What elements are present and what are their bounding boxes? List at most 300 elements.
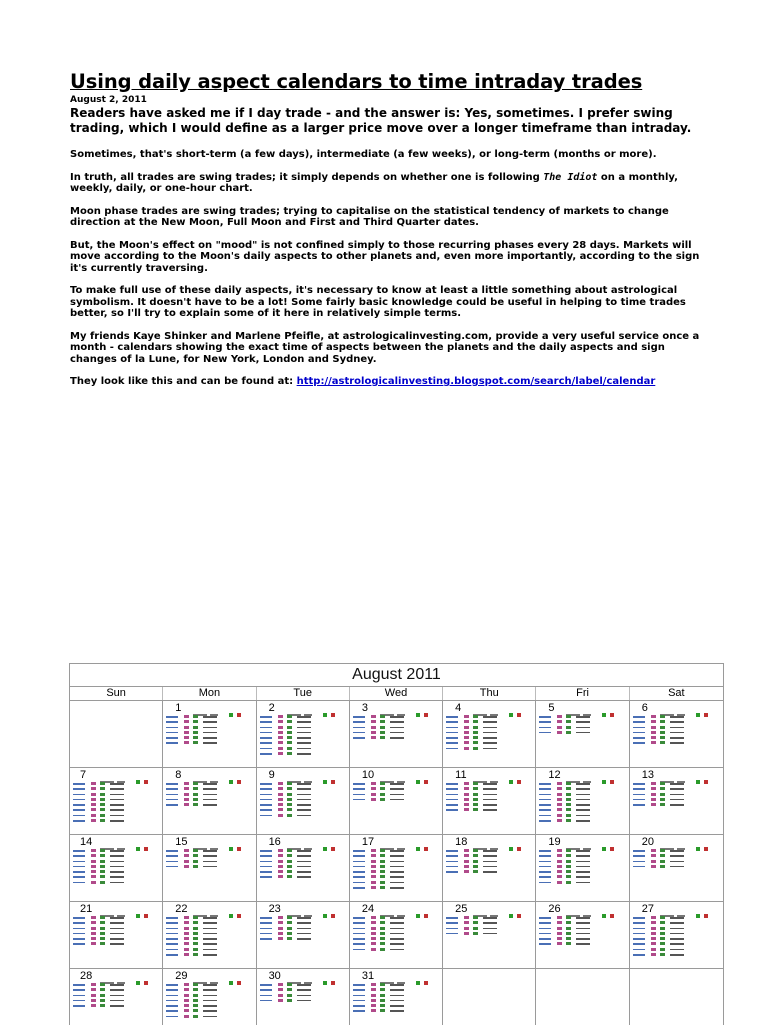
aspect-lines xyxy=(353,715,439,741)
aspect-lines xyxy=(633,916,720,958)
moon-phase-note xyxy=(633,828,720,832)
aspect-line xyxy=(166,983,252,987)
aspect-line xyxy=(166,865,252,869)
day-number: 20 xyxy=(641,836,654,848)
aspect-lines xyxy=(353,916,439,953)
lead-paragraph: Readers have asked me if I day trade - and the answer is: Yes, sometimes. I prefer swing trading, which I would define as a larger price move over a longer timeframe than intraday. xyxy=(70,106,692,135)
aspect-lines xyxy=(446,715,532,752)
calendar-day-cell xyxy=(70,835,163,902)
moon-phase-note xyxy=(633,895,720,899)
paragraph-3: Moon phase trades are swing trades; trying to capitalise on the statistical tendency of markets to change direction at the New Moon, Full Moon and First and Third Quarter dates. xyxy=(70,205,669,228)
moon-sign-header xyxy=(287,972,345,977)
day-number: 27 xyxy=(641,903,654,915)
aspect-line xyxy=(166,726,252,730)
aspect-line xyxy=(539,726,625,730)
aspect-line xyxy=(73,865,159,869)
moon-phase-note xyxy=(446,895,532,899)
moon-phase-note xyxy=(539,895,625,899)
aspect-line xyxy=(446,865,532,869)
aspect-line xyxy=(633,849,720,853)
aspect-line xyxy=(539,731,625,735)
day-number: 2 xyxy=(268,702,275,714)
moon-sign-header xyxy=(287,905,345,910)
aspect-lines xyxy=(446,849,532,875)
aspect-line xyxy=(166,937,252,941)
aspect-calendar-image xyxy=(69,663,724,1025)
paragraph-5: To make full use of these daily aspects, it's necessary to know at least a little something about astrological symbolism. It doesn't have to be a lot! Some fairly basic knowledge could be useful in helping to time trades better, so I'll try to explain some of it here in relatively simple terms. xyxy=(70,285,686,319)
day-number: 28 xyxy=(80,970,93,982)
aspect-lines xyxy=(73,916,159,948)
aspect-line xyxy=(260,741,346,745)
calendar-day-cell xyxy=(163,768,256,835)
article-title: Using daily aspect calendars to time intraday trades xyxy=(70,70,643,93)
aspect-line xyxy=(73,793,159,797)
aspect-line xyxy=(73,798,159,802)
aspect-line xyxy=(353,865,439,869)
moon-sign-header xyxy=(566,838,624,843)
aspect-line xyxy=(446,720,532,724)
aspect-line xyxy=(260,715,346,719)
aspect-line xyxy=(73,1004,159,1008)
aspect-line xyxy=(539,942,625,946)
aspect-line xyxy=(353,881,439,885)
day-number: 18 xyxy=(455,836,468,848)
aspect-line xyxy=(539,782,625,786)
aspect-line xyxy=(353,937,439,941)
moon-sign-header xyxy=(660,771,719,776)
aspect-lines xyxy=(73,983,159,1009)
moon-phase-note xyxy=(353,895,439,899)
aspect-line xyxy=(446,741,532,745)
aspect-line xyxy=(260,994,346,998)
moon-sign-header xyxy=(380,771,438,776)
aspect-lines xyxy=(166,782,252,808)
weekday-thu: Thu xyxy=(443,687,536,700)
the-idiot-emphasis: The Idiot xyxy=(543,171,598,183)
aspect-line xyxy=(633,741,720,745)
article-date: August 2, 2011 xyxy=(70,95,147,105)
day-number: 11 xyxy=(455,769,467,781)
aspect-line xyxy=(353,870,439,874)
aspect-line xyxy=(446,927,532,931)
moon-phase-note xyxy=(633,761,720,765)
moon-sign-header xyxy=(473,704,531,709)
aspect-lines xyxy=(633,849,720,870)
calendar-day-cell xyxy=(257,835,350,902)
aspect-line xyxy=(260,937,346,941)
aspect-line xyxy=(73,927,159,931)
moon-sign-header xyxy=(566,771,624,776)
paragraph-1: Sometimes, that's short-term (a few days), intermediate (a few weeks), or long-term (months or more). xyxy=(70,149,657,160)
aspect-line xyxy=(446,803,532,807)
aspect-line xyxy=(633,916,720,920)
moon-sign-header xyxy=(100,838,158,843)
aspect-line xyxy=(260,731,346,735)
aspect-line xyxy=(73,875,159,879)
paragraph-2-text-b: on a monthly, weekly, daily, or one-hour chart. xyxy=(70,171,678,194)
aspect-line xyxy=(166,854,252,858)
calendar-day-cell xyxy=(443,701,536,768)
aspect-line xyxy=(633,854,720,858)
day-number: 21 xyxy=(80,903,93,915)
aspect-line xyxy=(260,798,346,802)
moon-sign-header xyxy=(660,838,719,843)
aspect-line xyxy=(353,983,439,987)
aspect-lines xyxy=(539,715,625,736)
aspect-line xyxy=(353,927,439,931)
aspect-line xyxy=(353,854,439,858)
aspect-line xyxy=(260,916,346,920)
aspect-line xyxy=(446,808,532,812)
moon-sign-header xyxy=(100,972,158,977)
aspect-line xyxy=(446,736,532,740)
aspect-line xyxy=(166,803,252,807)
day-number: 29 xyxy=(175,970,188,982)
aspect-line xyxy=(446,921,532,925)
aspect-line xyxy=(539,808,625,812)
aspect-line xyxy=(446,747,532,751)
moon-sign-header xyxy=(100,771,158,776)
paragraph-6: My friends Kaye Shinker and Marlene Pfeifle, at astrologicalinvesting.com, provide a very useful service once a month - calendars showing the exact time of aspects between the planets and the daily aspects and sign changes of la Lune, for New York, London and Sydney. xyxy=(70,330,700,365)
aspect-line xyxy=(633,865,720,869)
calendar-day-cell xyxy=(163,835,256,902)
moon-phase-note xyxy=(446,828,532,832)
aspect-line xyxy=(353,726,439,730)
aspect-lines xyxy=(260,849,346,881)
moon-sign-header xyxy=(193,771,251,776)
aspect-line xyxy=(633,731,720,735)
moon-phase-note xyxy=(353,761,439,765)
aspect-line xyxy=(353,787,439,791)
calendar-day-cell xyxy=(536,835,629,902)
calendar-day-cell xyxy=(630,768,723,835)
aspect-line xyxy=(446,854,532,858)
aspect-line xyxy=(539,927,625,931)
calendar-day-cell xyxy=(536,768,629,835)
moon-sign-header xyxy=(287,704,345,709)
aspect-line xyxy=(446,916,532,920)
aspect-line xyxy=(539,720,625,724)
moon-phase-note xyxy=(446,761,532,765)
aspect-line xyxy=(633,798,720,802)
aspect-line xyxy=(446,782,532,786)
calendar-day-cell xyxy=(70,768,163,835)
moon-sign-header xyxy=(287,838,345,843)
aspect-lines xyxy=(73,782,159,824)
moon-sign-header xyxy=(473,771,531,776)
aspect-lines xyxy=(260,715,346,757)
aspect-lines xyxy=(446,916,532,937)
aspect-line xyxy=(353,875,439,879)
aspect-line xyxy=(166,849,252,853)
aspect-line xyxy=(260,927,346,931)
aspect-line xyxy=(353,715,439,719)
moon-sign-header xyxy=(566,905,624,910)
aspect-line xyxy=(353,942,439,946)
moon-phase-note xyxy=(260,962,346,966)
paragraph-7 xyxy=(70,376,700,388)
moon-sign-header xyxy=(660,704,719,709)
moon-phase-note xyxy=(73,895,159,899)
aspect-line xyxy=(73,819,159,823)
aspect-lines xyxy=(353,849,439,891)
moon-phase-note xyxy=(353,962,439,966)
moon-phase-note xyxy=(73,828,159,832)
aspect-line xyxy=(539,715,625,719)
aspect-line xyxy=(353,782,439,786)
day-number: 22 xyxy=(175,903,188,915)
aspect-line xyxy=(166,731,252,735)
article xyxy=(70,70,700,399)
calendar-day-cell xyxy=(443,835,536,902)
weekday-tue: Tue xyxy=(257,687,350,700)
aspect-line xyxy=(446,793,532,797)
calendar-day-cell xyxy=(70,969,163,1025)
aspect-line xyxy=(446,798,532,802)
aspect-line xyxy=(539,849,625,853)
aspect-lines xyxy=(260,782,346,819)
aspect-line xyxy=(166,1015,252,1019)
aspect-line xyxy=(166,741,252,745)
calendar-day-cell xyxy=(163,969,256,1025)
moon-sign-header xyxy=(193,838,251,843)
aspect-line xyxy=(260,803,346,807)
aspect-line xyxy=(353,860,439,864)
paragraph-7-text: They look like this and can be found at: xyxy=(70,376,297,387)
aspect-line xyxy=(73,782,159,786)
aspect-lines xyxy=(166,916,252,958)
aspect-line xyxy=(353,1004,439,1008)
aspect-line xyxy=(539,819,625,823)
moon-phase-note xyxy=(539,761,625,765)
calendar-day-cell xyxy=(257,768,350,835)
aspect-line xyxy=(166,715,252,719)
aspect-line xyxy=(353,999,439,1003)
day-number: 15 xyxy=(175,836,188,848)
day-number: 7 xyxy=(80,769,87,781)
calendar-day-cell xyxy=(350,701,443,768)
day-number: 17 xyxy=(361,836,375,848)
moon-sign-header xyxy=(100,905,158,910)
aspect-line xyxy=(633,787,720,791)
day-number: 25 xyxy=(455,903,468,915)
aspect-line xyxy=(73,916,159,920)
aspect-line xyxy=(73,988,159,992)
aspect-line xyxy=(166,927,252,931)
aspect-line xyxy=(166,736,252,740)
aspect-line xyxy=(260,999,346,1003)
aspect-line xyxy=(353,921,439,925)
aspect-line xyxy=(260,932,346,936)
aspect-line xyxy=(353,886,439,890)
day-number: 10 xyxy=(361,769,375,781)
aspect-line xyxy=(446,787,532,791)
aspect-lines xyxy=(539,916,625,948)
aspect-line xyxy=(353,720,439,724)
aspect-line xyxy=(539,854,625,858)
aspect-line xyxy=(166,720,252,724)
aspect-line xyxy=(260,793,346,797)
aspect-line xyxy=(353,736,439,740)
aspect-line xyxy=(260,983,346,987)
calendar-day-cell xyxy=(350,835,443,902)
aspect-line xyxy=(539,932,625,936)
calendar-day-cell xyxy=(350,768,443,835)
aspect-line xyxy=(260,865,346,869)
day-number: 1 xyxy=(175,702,182,714)
aspect-line xyxy=(446,726,532,730)
calendar-day-cell xyxy=(630,835,723,902)
aspect-line xyxy=(73,881,159,885)
day-number: 3 xyxy=(361,702,368,714)
aspect-line xyxy=(353,932,439,936)
moon-phase-note xyxy=(73,962,159,966)
aspect-line xyxy=(260,921,346,925)
moon-phase-note xyxy=(166,761,252,765)
aspect-line xyxy=(166,798,252,802)
aspect-line xyxy=(166,942,252,946)
weekday-header xyxy=(70,686,723,701)
aspect-line xyxy=(260,854,346,858)
weekday-wed: Wed xyxy=(350,687,443,700)
aspect-line xyxy=(73,808,159,812)
paragraph-2 xyxy=(70,172,700,195)
day-number: 14 xyxy=(80,836,93,848)
aspect-line xyxy=(73,932,159,936)
aspect-line xyxy=(539,787,625,791)
aspect-line xyxy=(539,937,625,941)
day-number: 31 xyxy=(361,970,375,982)
day-number: 26 xyxy=(548,903,561,915)
day-number: 13 xyxy=(641,769,654,781)
calendar-empty-cell xyxy=(630,969,723,1025)
aspect-lines xyxy=(633,782,720,808)
aspect-line xyxy=(73,999,159,1003)
aspect-line xyxy=(166,988,252,992)
calendar-day-cell xyxy=(630,701,723,768)
aspect-line xyxy=(539,865,625,869)
aspect-line xyxy=(260,860,346,864)
calendar-day-cell xyxy=(163,701,256,768)
aspect-line xyxy=(539,921,625,925)
aspect-line xyxy=(260,849,346,853)
moon-phase-note xyxy=(166,962,252,966)
calendar-day-cell xyxy=(536,701,629,768)
aspect-line xyxy=(633,937,720,941)
aspect-line xyxy=(353,994,439,998)
aspect-line xyxy=(260,988,346,992)
moon-phase-note xyxy=(539,828,625,832)
aspect-line xyxy=(539,814,625,818)
aspect-line xyxy=(539,881,625,885)
day-number: 19 xyxy=(548,836,561,848)
aspect-line xyxy=(539,875,625,879)
day-number: 12 xyxy=(548,769,561,781)
aspect-line xyxy=(633,948,720,952)
aspect-line xyxy=(633,736,720,740)
moon-phase-note xyxy=(260,761,346,765)
moon-phase-note xyxy=(539,962,625,966)
aspect-line xyxy=(260,736,346,740)
moon-sign-header xyxy=(566,704,624,709)
calendar-grid xyxy=(70,701,723,1025)
calendar-day-cell xyxy=(443,902,536,969)
calendar-day-cell xyxy=(536,902,629,969)
aspect-line xyxy=(260,808,346,812)
moon-sign-header xyxy=(193,704,251,709)
aspect-lines xyxy=(260,916,346,942)
paragraph-4: But, the Moon's effect on "mood" is not confined simply to those recurring phases every 28 days. Markets will move according to the Moon's daily aspects to other planets and, even more importantly, according to the sign it's currently traversing. xyxy=(70,239,700,274)
aspect-line xyxy=(446,870,532,874)
calendar-day-cell xyxy=(257,969,350,1025)
calendar-empty-cell xyxy=(70,701,163,768)
aspect-line xyxy=(260,752,346,756)
aspect-line xyxy=(539,860,625,864)
aspect-line xyxy=(633,715,720,719)
aspect-line xyxy=(633,953,720,957)
aspect-lines xyxy=(539,849,625,886)
aspect-line xyxy=(633,932,720,936)
aspect-line xyxy=(353,849,439,853)
aspect-line xyxy=(260,787,346,791)
moon-phase-note xyxy=(166,895,252,899)
day-number: 23 xyxy=(268,903,281,915)
aspect-line xyxy=(539,793,625,797)
aspect-line xyxy=(260,747,346,751)
aspect-lines xyxy=(166,715,252,747)
aspect-line xyxy=(166,1004,252,1008)
aspect-line xyxy=(260,814,346,818)
aspect-line xyxy=(539,870,625,874)
moon-phase-note xyxy=(166,828,252,832)
aspect-line xyxy=(539,916,625,920)
calendar-day-cell xyxy=(350,969,443,1025)
aspect-lines xyxy=(260,983,346,1004)
aspect-line xyxy=(353,948,439,952)
moon-phase-note xyxy=(260,895,346,899)
aspect-line xyxy=(166,953,252,957)
aspect-line xyxy=(353,793,439,797)
moon-sign-header xyxy=(380,704,438,709)
aspect-line xyxy=(166,793,252,797)
aspect-line xyxy=(260,726,346,730)
calendar-day-cell xyxy=(70,902,163,969)
aspect-line xyxy=(353,988,439,992)
aspect-line xyxy=(633,720,720,724)
calendar-day-cell xyxy=(163,902,256,969)
aspect-lines xyxy=(73,849,159,886)
aspect-line xyxy=(73,983,159,987)
aspect-line xyxy=(73,803,159,807)
aspect-line xyxy=(446,715,532,719)
aspect-line xyxy=(446,932,532,936)
weekday-sat: Sat xyxy=(668,687,685,699)
aspect-line xyxy=(446,860,532,864)
aspect-lines xyxy=(353,983,439,1015)
aspect-lines xyxy=(446,782,532,814)
paragraph-2-text-a: In truth, all trades are swing trades; it simply depends on whether one is following xyxy=(70,171,544,183)
moon-sign-header xyxy=(380,838,438,843)
aspect-line xyxy=(353,731,439,735)
aspect-line xyxy=(73,994,159,998)
aspect-line xyxy=(260,720,346,724)
day-number: 9 xyxy=(268,769,275,781)
aspect-line xyxy=(633,921,720,925)
moon-sign-header xyxy=(193,905,251,910)
weekday-fri: Fri xyxy=(536,687,629,700)
day-number: 16 xyxy=(268,836,281,848)
calendar-link[interactable]: http://astrologicalinvesting.blogspot.com/search/label/calendar xyxy=(296,376,656,387)
